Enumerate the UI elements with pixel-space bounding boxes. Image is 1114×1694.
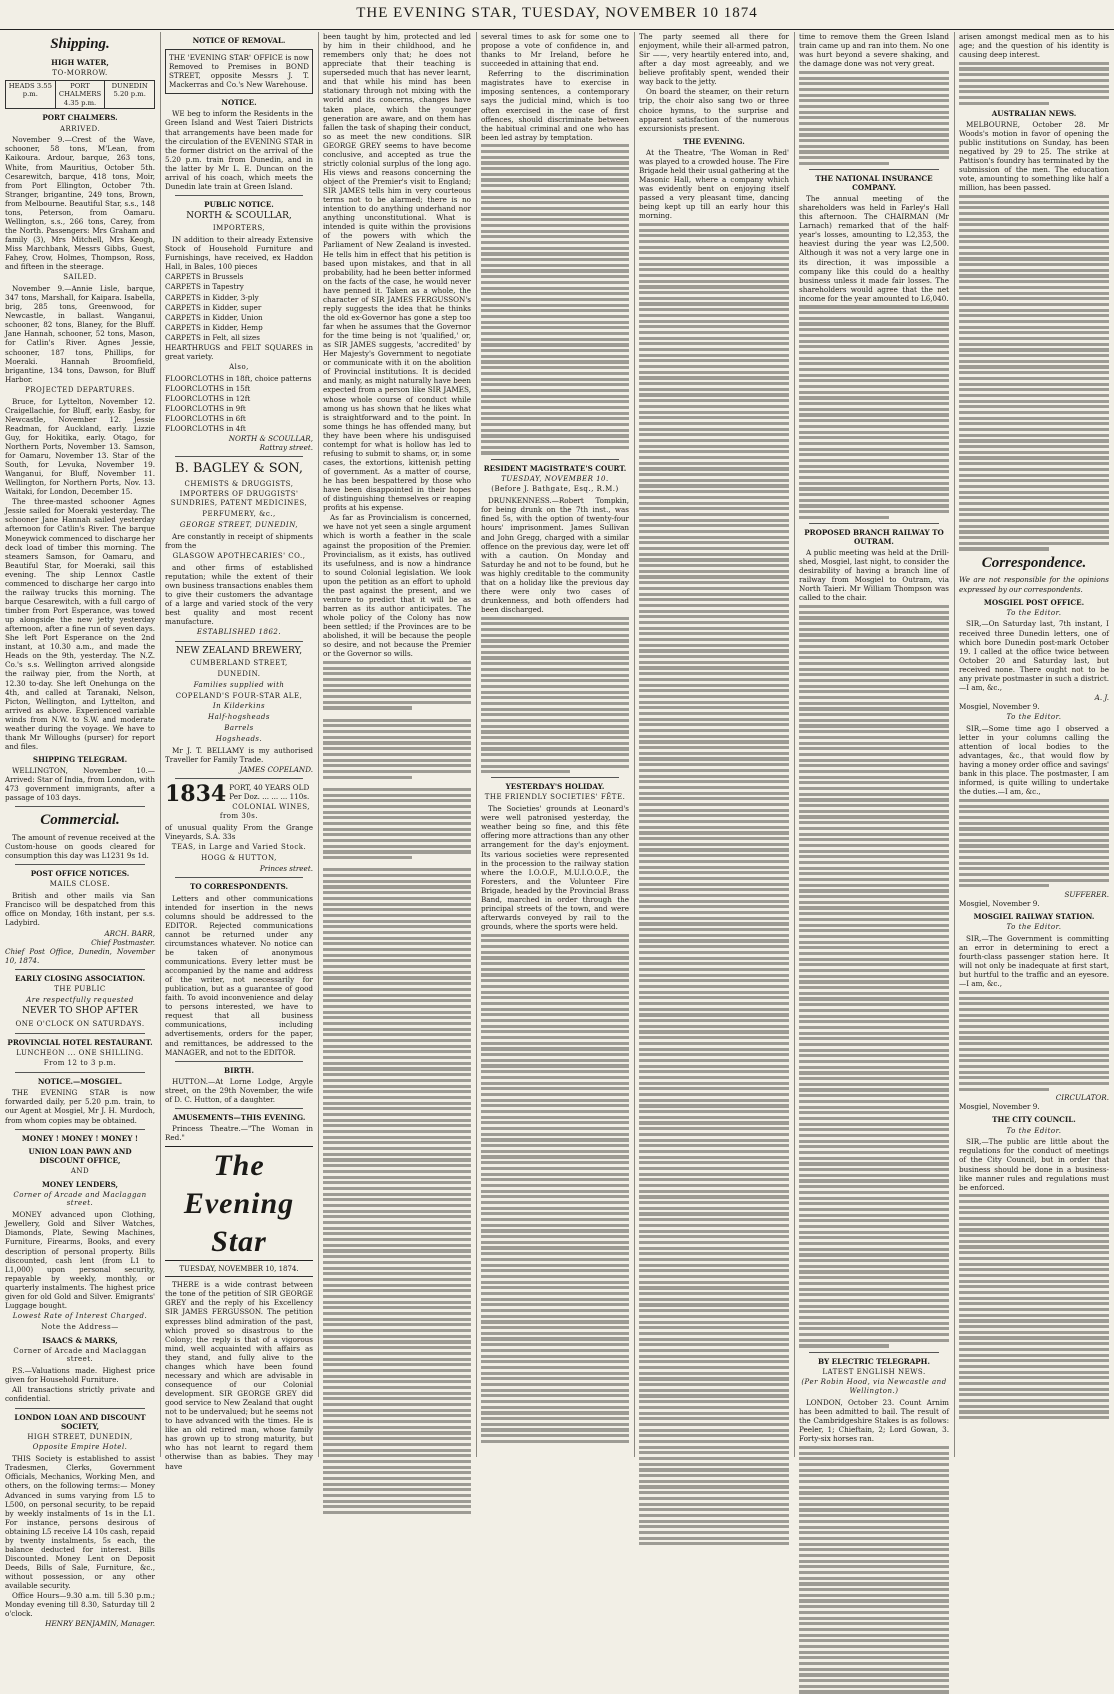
port-per-doz: Per Doz. ... ... ... 110s.	[229, 791, 310, 801]
provincial-hotel-heading: PROVINCIAL HOTEL RESTAURANT.	[7, 1037, 153, 1047]
holiday-sub: THE FRIENDLY SOCIETIES' FÊTE.	[484, 793, 626, 802]
post-office-text: British and other mails via San Francisco will be despatched from this office on Monday, 16th instant, per s.s. Ladybird.	[5, 891, 155, 928]
divider	[15, 864, 145, 865]
carpet-line: CARPETS in Felt, all sizes	[165, 332, 260, 342]
divider	[175, 641, 303, 642]
divider	[15, 1072, 145, 1073]
brewery-heading: NEW ZEALAND BREWERY,	[175, 645, 303, 656]
tide-port: PORT CHALMERS 4.35 p.m.	[56, 81, 106, 109]
carpet-line: CARPETS in Kidder, 3-ply	[165, 292, 259, 302]
early-closing-line2: NEVER TO SHOP AFTER	[22, 1006, 138, 1017]
court-heading: RESIDENT MAGISTRATE'S COURT.	[483, 463, 627, 473]
brewery-families: Families supplied with	[193, 680, 285, 689]
colonial-wines: COLONIAL WINES, from 30s.	[219, 803, 310, 820]
high-water-sub: TO-MORROW.	[52, 68, 108, 77]
floorcloth-line: FLOORCLOTHS in 9ft	[165, 403, 246, 413]
column-leader	[320, 32, 474, 1462]
divider	[491, 777, 619, 778]
union-address: Corner of Arcade and Maclaggan street.	[13, 1346, 147, 1364]
article-text-block	[323, 661, 471, 1514]
bagley-heading: B. BAGLEY & SON,	[175, 461, 303, 477]
divider	[15, 806, 145, 807]
article-text-block	[959, 62, 1109, 105]
floorcloth-line: FLOORCLOTHS in 12ft	[165, 393, 251, 403]
excursion-text: The party seemed all there for enjoyment, while their all-armed patron, Sir ——, very heartily entered into, and, after a day most agreeably, and we believe profitably spent, wended their way back to the jetty.	[639, 32, 789, 87]
accident-text: time to remove them the Green Island train came up and ran into them. No one was hurt beyond a severe shaking, and the damage done was not very great.	[799, 32, 949, 69]
port-text: PORT, 40 YEARS OLD	[229, 782, 310, 792]
correspondents-heading: TO CORRESPONDENTS.	[189, 882, 288, 892]
article-text-block	[799, 1446, 949, 1694]
national-insurance-heading: THE NATIONAL INSURANCE COMPANY.	[815, 173, 933, 192]
floorcloth-line: FLOORCLOTHS in 6ft	[165, 414, 246, 424]
union-and: AND	[70, 1166, 90, 1175]
column-shipping	[2, 32, 158, 1629]
removal-heading: NOTICE OF REMOVAL.	[192, 36, 286, 45]
north-scoullar-text: IN addition to their already Extensive Stock of Household Furniture and Furnishings, have received, ex Haddon Hall, in Bales, 100 pieces	[165, 235, 313, 272]
leader-continued: been taught by him, protected and led by him in their childhood, and he remembers only that; he does not appreciate that their teaching is superseded much that has never learnt, and that while his mind has been stationary through not mixing with the world and its concerns, changes have taken place, which the younger generation are aware, and on them has fallen the task of shaping their conduct, so as meet the new conditions. SIR GEORGE GREY seems to have become conclusive, and accepted as true the strictly colonial surplus of the long ago. His views and reasons concerning the object of the Premier's visit to England; SIR JAMES tells him in very courteous terms not to be alarmed; there is no intention to do anything underhand nor anything unconstitutional. What is intended is quite within the provisions of the powers with which the Parliament of New Zealand is invested. He tells him in effect that his petition is based upon mistakes, and that in all probability, had he been better informed on the facts of the case, he would never have penned it. Taken as a whole, the character of SIR JAMES FERGUSSON's reply suggests the idea that he thinks the old ex-Governor has gone a step too far when he assumes that the Governor for the time being is not 'qualified,' or, as SIR JAMES suggests, 'accredited' by Her Majesty's Government to negotiate or communicate with it on the abolition of Provincial institutions. It is decided and manly, as might naturally have been expected from a person like SIR JAMES, whose whole course of conduct while among us has shown that he likes what is straightforward and to the point. In some things he has offended many, but they have been where his undisguised contempt for what is hollow has led to refusing to submit to shams, or, in some cases, the extortions, kittenish petting of government. As a matter of course, he has been bespattered by those who have been disappointed in their hopes of distinguishing themselves or reaping profits at his expense.	[323, 32, 471, 513]
commercial-heading: Commercial.	[40, 812, 120, 829]
mosgiel-notice-heading: NOTICE.—MOSGIEL.	[37, 1077, 123, 1087]
shipping-heading: Shipping.	[50, 36, 110, 52]
arrived-text: November 9.—Crest of the Wave, schooner, 58 tons, M'Lean, from Kaikoura. Ardour, barque, 263 tons, White, from Mauritius, October 5th. Cesarewitch, barque, 418 tons, Moir, from Port Ellington, October 7th. Stranger, brigantine, 249 tons, Brown, from Melbourne. Beautiful Star, s.s., 148 tons, Peterson, from Oamaru. Wellington, s.s., 266 tons, Carey, from the North. Passengers: Mrs Graham and family (3), Mrs Mitchell, Mrs Keogh, Miss Marchbank, Messrs Gibbs, Guest, Fahey, Crow, Holmes, Thompson, Ross, and fifteen in the steerage.	[5, 135, 155, 272]
column-rule	[476, 32, 477, 1457]
telegraph-from: (Per Robin Hood, via Newcastle and Wellington.)	[801, 1378, 947, 1396]
correspondents-text: Letters and other communications intended for insertion in the news columns should be addressed to the EDITOR. Rejected communications cannot be returned under any circumstances whatever. No notice can be taken of anonymous communications. Every letter must be accompanied by the name and address of the writer, not necessarily for publication, but as a guarantee of good faith. To avoid inconvenience and delay to persons interested, we have to request that all business communications, including advertisements, orders for the paper, and remittances, be addressed to the MANAGER, and not to the EDITOR.	[165, 893, 313, 1057]
public-notice-heading: PUBLIC NOTICE.	[204, 199, 274, 209]
article-text-block	[481, 144, 629, 454]
bagley-established: ESTABLISHED 1862.	[196, 628, 282, 637]
bagley-importers: IMPORTERS OF DRUGGISTS' SUNDRIES, PATENT MEDICINES,	[170, 490, 308, 508]
carpet-line: CARPETS in Kidder, Hemp	[165, 322, 263, 332]
divider	[15, 1033, 145, 1034]
sailed-text: November 9.—Annie Lisle, barque, 347 tons, Marshall, for Kaipara. Isabella, brig, 285 tons, Greenwood, for Newcastle, in ballast. Wanganui, schooner, 82 tons, Blaney, for the Bluff. Jane Hannah, schooner, 52 tons, Mason, for Catlin's River. Agnes Jessie, schooner, 187 tons, Phillips, for Moeraki. Hannah Broomfield, brigantine, 134 tons, Dawson, for Bluff Harbor.	[5, 284, 155, 384]
union-lowest-rate: Lowest Rate of Interest Charged.	[12, 1311, 148, 1320]
brewery-city: DUNEDIN.	[217, 670, 261, 679]
letter2-to: To the Editor.	[1006, 713, 1062, 722]
brewery-ale: COPELAND'S FOUR-STAR ALE,	[175, 691, 303, 700]
column-rule	[160, 32, 161, 1457]
article-text-block	[959, 799, 1109, 887]
letter4-text: SIR,—The public are little about the regulations for the conduct of meetings of the City Council, but in order that business should be done in a business-like manner rules and regulations must be enforced.	[959, 1137, 1109, 1192]
grange-line: of unusual quality From the Grange Vineyards, S.A. 33s	[165, 822, 313, 841]
letter3-to: To the Editor.	[1006, 923, 1062, 932]
letter4-heading: THE CITY COUNCIL.	[992, 1115, 1076, 1125]
teas-line: TEAS, in Large and Varied Stock.	[171, 842, 307, 851]
brewery-sign: JAMES COPELAND.	[239, 764, 313, 774]
letter2-sign: SUFFERER.	[1064, 889, 1109, 899]
bagley-address: GEORGE STREET, DUNEDIN,	[179, 520, 299, 529]
column-news	[478, 32, 632, 1462]
shipping-notes: The three-masted schooner Agnes Jessie sailed for Moeraki yesterday. The schooner Jane Hannah sailed yesterday afternoon for Catlin's River. The barque Moneywick commenced to discharge her deck load of timber this morning. The steamers Samson, for Oamaru, and Beautiful Star, for Moeraki, sail this evening. The ship Lennox Castle commenced to discharge her cargo into the railway trucks this morning. The barque Cesarewitch, with a full cargo of timber from Port Esperance, was towed up alongside the new jetty yesterday afternoon, after a fine run of seven days. She left Port Esperance on the 2nd instant, at 10.30 a.m., and made the Heads on the 9th, yesterday. The N.Z. Co.'s s.s. Wellington arrived alongside the railway pier, from the North, at 12.30 to-day. She left Onehunga on the 4th, and called at Taranaki, Nelson, Picton, Wellington, and Lyttelton, and arrived as above. Experienced variable winds from N.W. to S.W. and moderate weather during the voyage. We have to thank Mr Willoughs (purser) for report and files.	[5, 497, 155, 751]
north-scoullar-sign: NORTH & SCOULLAR,	[228, 434, 313, 444]
divider	[175, 1108, 303, 1109]
commercial-text: The amount of revenue received at the Custom-house on goods cleared for consumption this day was L1231 9s 1d.	[5, 833, 155, 861]
brewery-item: Barrels	[224, 724, 254, 733]
hogg-hutton: HOGG & HUTTON,	[201, 853, 277, 862]
article-text-block	[959, 991, 1109, 1091]
notice-heading: NOTICE.	[221, 98, 257, 108]
floorcloth-line: FLOORCLOTHS in 4ft	[165, 424, 246, 434]
isaacs-marks: ISAACS & MARKS,	[42, 1335, 118, 1345]
masthead	[0, 0, 1114, 30]
letter2-text: SIR,—Some time ago I observed a letter in your columns calling the attention of local bodies to the advantages, &c., that would flow by having a money order office and savings' bank in this place. The postmaster, I am informed, is quite willing to undertake the duties.—I am, &c.,	[959, 723, 1109, 797]
floorcloth-line: FLOORCLOTHS in 15ft	[165, 383, 251, 393]
news-intro: several times to ask for some one to propose a vote of confidence in, and thanks to Mr Ireland, before he succeeded in attaining that end.	[481, 32, 629, 69]
bagley-perfumery: PERFUMERY, &c.,	[202, 510, 276, 519]
telegraph-sub: LATEST ENGLISH NEWS.	[822, 1367, 926, 1376]
railway-text: A public meeting was held at the Drill-shed, Mosgiel, last night, to consider the desirability of having a branch line of railway from Mosgiel to Outram, via North Taieri. Mr William Thompson was called to the chair.	[799, 548, 949, 603]
shipping-telegram-heading: SHIPPING TELEGRAM.	[32, 755, 128, 765]
article-text-block	[481, 934, 629, 1443]
post-office-sign-title: Chief Postmaster.	[91, 937, 155, 947]
floorcloth-line: FLOORCLOTHS in 18ft, choice patterns	[165, 373, 312, 383]
bagley-text: Are constantly in receipt of shipments from the	[165, 531, 313, 550]
column-news-3	[796, 32, 952, 1462]
letter2-place: Mosgiel, November 9.	[959, 899, 1040, 909]
also-label: Also,	[229, 362, 249, 371]
post-office-heading: POST OFFICE NOTICES.	[30, 869, 130, 879]
letter1-place: Mosgiel, November 9.	[959, 702, 1040, 712]
carpet-line: CARPETS in Kidder, Union	[165, 312, 263, 322]
brewery-address: CUMBERLAND STREET,	[190, 659, 288, 668]
union-ps: P.S.—Valuations made. Highest price given for Household Furniture.	[5, 1366, 155, 1385]
column-correspondence	[956, 32, 1112, 1462]
mails-close-heading: MAILS CLOSE.	[49, 880, 111, 889]
london-loan-text: THIS Society is established to assist Tradesmen, Clerks, Government Officials, Mechanics, Working Men, and others, on the following terms:— Money Advanced in sums varying from L5 to L500, on personal security, to be repaid by weekly instalments of 1s in the L1. For instance, persons desirous of obtaining L5 receive L4 10s cash, repaid by twenty instalments, 5s each, the balance deducted for interest. Bills Discounted. Money Lent on Deposit Deeds, Bills of Sale, Furniture, &c., without possession, or any other available security.	[5, 1454, 155, 1591]
projected-text: Bruce, for Lyttelton, November 12. Craigellachie, for Bluff, early. Easby, for Newcastle, November 12. Jessie Readman, for Auckland, early. Lizzie Guy, for Hokitika, early. Otago, for Northern Ports, November 13. Samson, for Oamaru, November 13. Star of the South, for Levuka, November 19. Wanganui, for Bluff, November 11. Wellington, for Northern Ports, Nov. 13. Waitaki, for London, December 15.	[5, 396, 155, 497]
carpet-line: CARPETS in Kidder, super	[165, 302, 262, 312]
excursion-text-2: On board the steamer, on their return trip, the choir also sang two or three choice hymns, to the surprise and apparent satisfaction of the numerous excursionists present.	[639, 87, 789, 133]
money-heading: MONEY ! MONEY ! MONEY !	[21, 1133, 139, 1143]
cable-text: arisen amongst medical men as to his age; and the question of his identity is causing deep interest.	[959, 32, 1109, 60]
divider	[809, 523, 939, 524]
divider	[175, 877, 303, 878]
union-loan-heading: UNION LOAN PAWN AND DISCOUNT OFFICE,	[28, 1146, 132, 1165]
court-before: (Before J. Bathgate, Esq., R.M.)	[491, 485, 619, 494]
hogg-hutton-street: Princes street.	[259, 864, 313, 874]
tide-table	[5, 80, 155, 110]
shipping-telegram-text: WELLINGTON, November 10.—Arrived: Star of India, from London, with 473 government immigrants, after a passage of 103 days.	[5, 766, 155, 803]
divider	[175, 778, 303, 779]
holiday-heading: YESTERDAY'S HOLIDAY.	[505, 782, 605, 792]
australian-news-text: MELBOURNE, October 28. Mr Woods's motion in favor of opening the public institutions on Sunday, has been negatived by 29 to 25. The strike at Pattison's foundry has terminated by the submission of the men. The education vote, amounting to something like half a million, has been passed.	[959, 119, 1109, 193]
amusements-heading: AMUSEMENTS—THIS EVENING.	[172, 1112, 306, 1122]
early-closing-line1: Are respectfully requested	[26, 995, 134, 1004]
divider	[15, 1408, 145, 1409]
projected-heading: PROJECTED DEPARTURES.	[25, 385, 135, 394]
amusements-text: Princess Theatre.—"The Woman in Red."	[165, 1123, 313, 1143]
evening-heading: THE EVENING.	[683, 136, 745, 146]
column-rule	[634, 32, 635, 1457]
removal-box	[165, 49, 313, 94]
port-year: 1834	[165, 780, 227, 807]
article-text-block	[799, 305, 949, 519]
arrived-heading: ARRIVED.	[59, 124, 101, 133]
carpet-line: CARPETS in Tapestry	[165, 282, 244, 292]
union-text: MONEY advanced upon Clothing, Jewellery, Gold and Silver Watches, Diamonds, Plate, Sewing Machines, Furniture, Firearms, Books, and every description of personal property. Bills discounted, cash lent (from L1 to L1,000) upon personal security, repayable by weekly, monthly, or quarterly instalments. The highest price given for old Gold and Silver. Emigrants' Luggage bought.	[5, 1210, 155, 1310]
article-text-block	[639, 223, 789, 1546]
post-office-sign-name: ARCH. BARR,	[104, 928, 155, 938]
union-corner: Corner of Arcade and Maclaggan street.	[13, 1190, 147, 1208]
brewery-item: Hogsheads.	[215, 734, 263, 743]
divider	[175, 456, 303, 457]
article-text-block	[799, 71, 949, 165]
correspondence-note: We are not responsible for the opinions expressed by our correspondents.	[959, 575, 1109, 594]
london-loan-opposite: Opposite Empire Hotel.	[32, 1443, 128, 1452]
union-confidential: All transactions strictly private and confidential.	[5, 1385, 155, 1404]
luncheon-line: LUNCHEON ... ONE SHILLING.	[16, 1048, 144, 1057]
news-body: Referring to the discrimination magistrates have to exercise in imposing sentences, a contemporary says the judicial mind, which is too often exercised in the case of first offences, should discriminate between the habitual criminal and one who has been led astray by temptation.	[481, 69, 629, 142]
holiday-text: The Societies' grounds at Leonard's were well patronised yesterday, the weather being so fine, and this fête offering more attractions than any other arrangement for the day's enjoyment. Its various societies were represented in the procession to the railway station where the I.O.O.F., M.U.I.O.O.F., the Foresters, and the Volunteer Fire Brigade, headed by the Provincial Brass Band, marched in order through the principal streets of the town, and were afterwards conveyed by rail to the grounds, where the sports were held.	[481, 804, 629, 931]
evening-text: At the Theatre, 'The Woman in Red' was played to a crowded house. The Fire Brigade held their usual gathering at the Masonic Hall, where a company which was evidently bent on enjoying itself passed a very pleasant time, dancing being kept up till an early hour this morning.	[639, 147, 789, 221]
carpet-line: HEARTHRUGS and FELT SQUARES in great variety.	[165, 342, 313, 361]
union-address-label: Note the Address—	[41, 1322, 119, 1331]
divider	[15, 969, 145, 970]
telegraph-text: LONDON, October 23. Count Arnim has been admitted to bail. The result of the Cambridgeshire Stakes is as follows: Peeler, 1; Chieftain, 2; Lord Gowan, 3. Forty-six horses ran.	[799, 1398, 949, 1444]
early-closing-line3: ONE O'CLOCK ON SATURDAYS.	[15, 1019, 145, 1028]
letter1-text: SIR,—On Saturday last, 7th instant, I received three Dunedin letters, one of which bore Dunedin post-mark October 19. I called at the office twice between October 20 and Saturday last, but received none. There ought not to be any private postmaster in such a district.—I am, &c.,	[959, 619, 1109, 692]
letter4-to: To the Editor.	[1006, 1126, 1062, 1135]
bagley-text2: and other firms of established reputation; while the extent of their own business transactions enables them to give their customers the advantage of a large and varied stock of the very best quality and most recent manufacture.	[165, 562, 313, 627]
column-adverts	[162, 32, 316, 1471]
london-loan-address: HIGH STREET, DUNEDIN,	[27, 1432, 133, 1441]
high-water-heading: HIGH WATER,	[51, 57, 109, 67]
letter1-to: To the Editor.	[1006, 608, 1062, 617]
paper-title: The Evening Star	[165, 1146, 313, 1261]
divider	[491, 459, 619, 460]
carpet-line: CARPETS in Brussels	[165, 272, 244, 282]
bagley-sub: CHEMISTS & DRUGGISTS,	[184, 479, 294, 488]
luncheon-hours: From 12 to 3 p.m.	[43, 1059, 117, 1068]
letter3-sign: CIRCULATOR.	[1055, 1093, 1109, 1103]
letter3-heading: MOSGIEL RAILWAY STATION.	[973, 912, 1095, 922]
divider	[809, 169, 939, 170]
divider	[809, 1352, 939, 1353]
removal-text: THE 'EVENING STAR' OFFICE is now Removed to Premises in BOND STREET, opposite Messrs J. T. Mackerras and Co.'s New Warehouse.	[169, 53, 309, 90]
birth-heading: BIRTH.	[224, 1065, 254, 1075]
masthead-title: THE EVENING STAR, TUESDAY, NOVEMBER 10 1874	[356, 5, 758, 21]
london-loan-hours: Office Hours—9.30 a.m. till 5.30 p.m.; Monday evening till 8.30, Saturday till 2 o'clock.	[5, 1591, 155, 1619]
telegraph-heading: BY ELECTRIC TELEGRAPH.	[818, 1356, 930, 1366]
australian-news-heading: AUSTRALIAN NEWS.	[991, 108, 1077, 118]
railway-heading: PROPOSED BRANCH RAILWAY TO OUTRAM.	[804, 527, 944, 546]
glasgow-heading: GLASGOW APOTHECARIES' CO.,	[172, 551, 306, 560]
early-closing-sub: THE PUBLIC	[54, 984, 106, 993]
brewery-traveller: Mr J. T. BELLAMY is my authorised Traveller for Family Trade.	[165, 745, 313, 764]
letter1-heading: MOSGIEL POST OFFICE.	[983, 597, 1085, 607]
leader-continued-2: As far as Provincialism is concerned, we have not yet seen a single argument which is worth a feather in the scale against the proposition of the Premier. Provincialism, as it exists, has outlived its usefulness, and is now a hindrance to sound Colonial legislation. We look upon the petition as an effort to uphold the past against the present, and we venture to predict that it will be as barren as its author anticipates. The whole policy of the Colony has now been settled; if the Provinces are to be abolished, it will be because the people so desire, and not because the Premier or the Governor so wills.	[323, 513, 471, 659]
port-wine-ad	[165, 780, 313, 807]
birth-text: HUTTON.—At Lorne Lodge, Argyle street, on the 29th November, the wife of D. C. Hutton, of a daughter.	[165, 1076, 313, 1104]
early-closing-heading: EARLY CLOSING ASSOCIATION.	[15, 973, 145, 983]
divider	[15, 1129, 145, 1130]
court-text: DRUNKENNESS.—Robert Tompkin, for being drunk on the 7th inst., was fined 5s, with the option of twenty-four hours' imprisonment. James Sullivan and John Gregg, charged with a similar offence on the previous day, were let off with a caution. On Monday and Saturday he and not to be found, but he was highly creditable to the community that on a holiday like the previous day there were only two cases of drunkenness, and both offenders had been discharged.	[481, 496, 629, 614]
divider	[175, 195, 303, 196]
north-scoullar-sub: IMPORTERS,	[212, 224, 266, 233]
brewery-item: In Kilderkins	[212, 702, 266, 711]
notice-text: WE beg to inform the Residents in the Green Island and West Taieri Districts that arrangements have been made for the circulation of the EVENING STAR in the former district on the arrival of the 5.20 p.m. train from Dunedin, and in the latter by Mr L. E. Duncan on the arrival of his coach, which meets the Dunedin late train at Green Island.	[165, 109, 313, 191]
letter1-sign: A. J.	[1094, 692, 1109, 702]
article-text-block	[959, 195, 1109, 551]
brewery-item: Half-hogsheads	[208, 713, 270, 722]
letter3-text: SIR,—The Government is committing an error in determining to erect a fourth-class passenger station here. It will not only be inadequate at first start, but hurtful to the traffic and an eyesore.—I am, &c.,	[959, 933, 1109, 989]
column-news-2	[636, 32, 792, 1462]
north-scoullar-heading: NORTH & SCOULLAR,	[186, 211, 292, 221]
article-text-block	[481, 617, 629, 774]
correspondence-heading: Correspondence.	[981, 554, 1087, 571]
london-loan-heading: LONDON LOAN AND DISCOUNT SOCIETY,	[14, 1412, 146, 1431]
mosgiel-notice-text: THE EVENING STAR is now forwarded daily, per 5.20 p.m. train, to our Agent at Mosgiel, Mr J. H. Murdoch, from whom copies may be obtained.	[5, 1088, 155, 1125]
money-lenders-heading: MONEY LENDERS,	[41, 1179, 119, 1189]
court-date: TUESDAY, NOVEMBER 10.	[501, 474, 609, 483]
article-text-block	[799, 605, 949, 1347]
leader-text: THERE is a wide contrast between the tone of the petition of SIR GEORGE GREY and the reply of his Excellency SIR JAMES FERGUSSON. The petition expresses blind admiration of the past, which proved so disastrous to the Colony; the reply is that of a vigorous mind, well acquainted with affairs as they stand, and fully alive to the changes which have been found necessary and which are advisable in consequence of our Colonial development. SIR GEORGE GREY did good service to New Zealand that ought not to be undervalued; but he seems not to have advanced with the times. He is like an old retired man, whose family has grown up to strong maturity, but who has not learnt to regard them otherwise than as babies. They may have	[165, 1280, 313, 1471]
article-text-block	[959, 1194, 1109, 1419]
column-rule	[954, 32, 955, 1457]
divider	[175, 1061, 303, 1062]
column-rule	[794, 32, 795, 1457]
tide-dunedin: DUNEDIN 5.20 p.m.	[111, 81, 148, 99]
london-loan-sign: HENRY BENJAMIN, Manager.	[45, 1619, 155, 1629]
tide-heads: HEADS 3.55 p.m.	[6, 81, 56, 109]
north-scoullar-street: Rattray street.	[259, 443, 313, 453]
port-chalmers-heading: PORT CHALMERS.	[42, 113, 118, 123]
column-rule	[318, 32, 319, 1457]
paper-date: TUESDAY, NOVEMBER 10, 1874.	[165, 1265, 313, 1277]
national-insurance-text: The annual meeting of the shareholders was held in Farley's Hall this afternoon. The CHAIRMAN (Mr Larnach) remarked that of the half-year's losses, amounting to L2,353, the heaviest during the year was L2,500. Although it was not a very large one in its direction, it was impossible a company like this could do a healthy business unless it made fair losses. The shareholders would agree that the net income for the year amounted to L6,040.	[799, 194, 949, 303]
sailed-heading: SAILED.	[63, 273, 97, 282]
post-office-date: Chief Post Office, Dunedin, November 10, 1874.	[5, 946, 155, 965]
letter3-place: Mosgiel, November 9.	[959, 1102, 1040, 1112]
